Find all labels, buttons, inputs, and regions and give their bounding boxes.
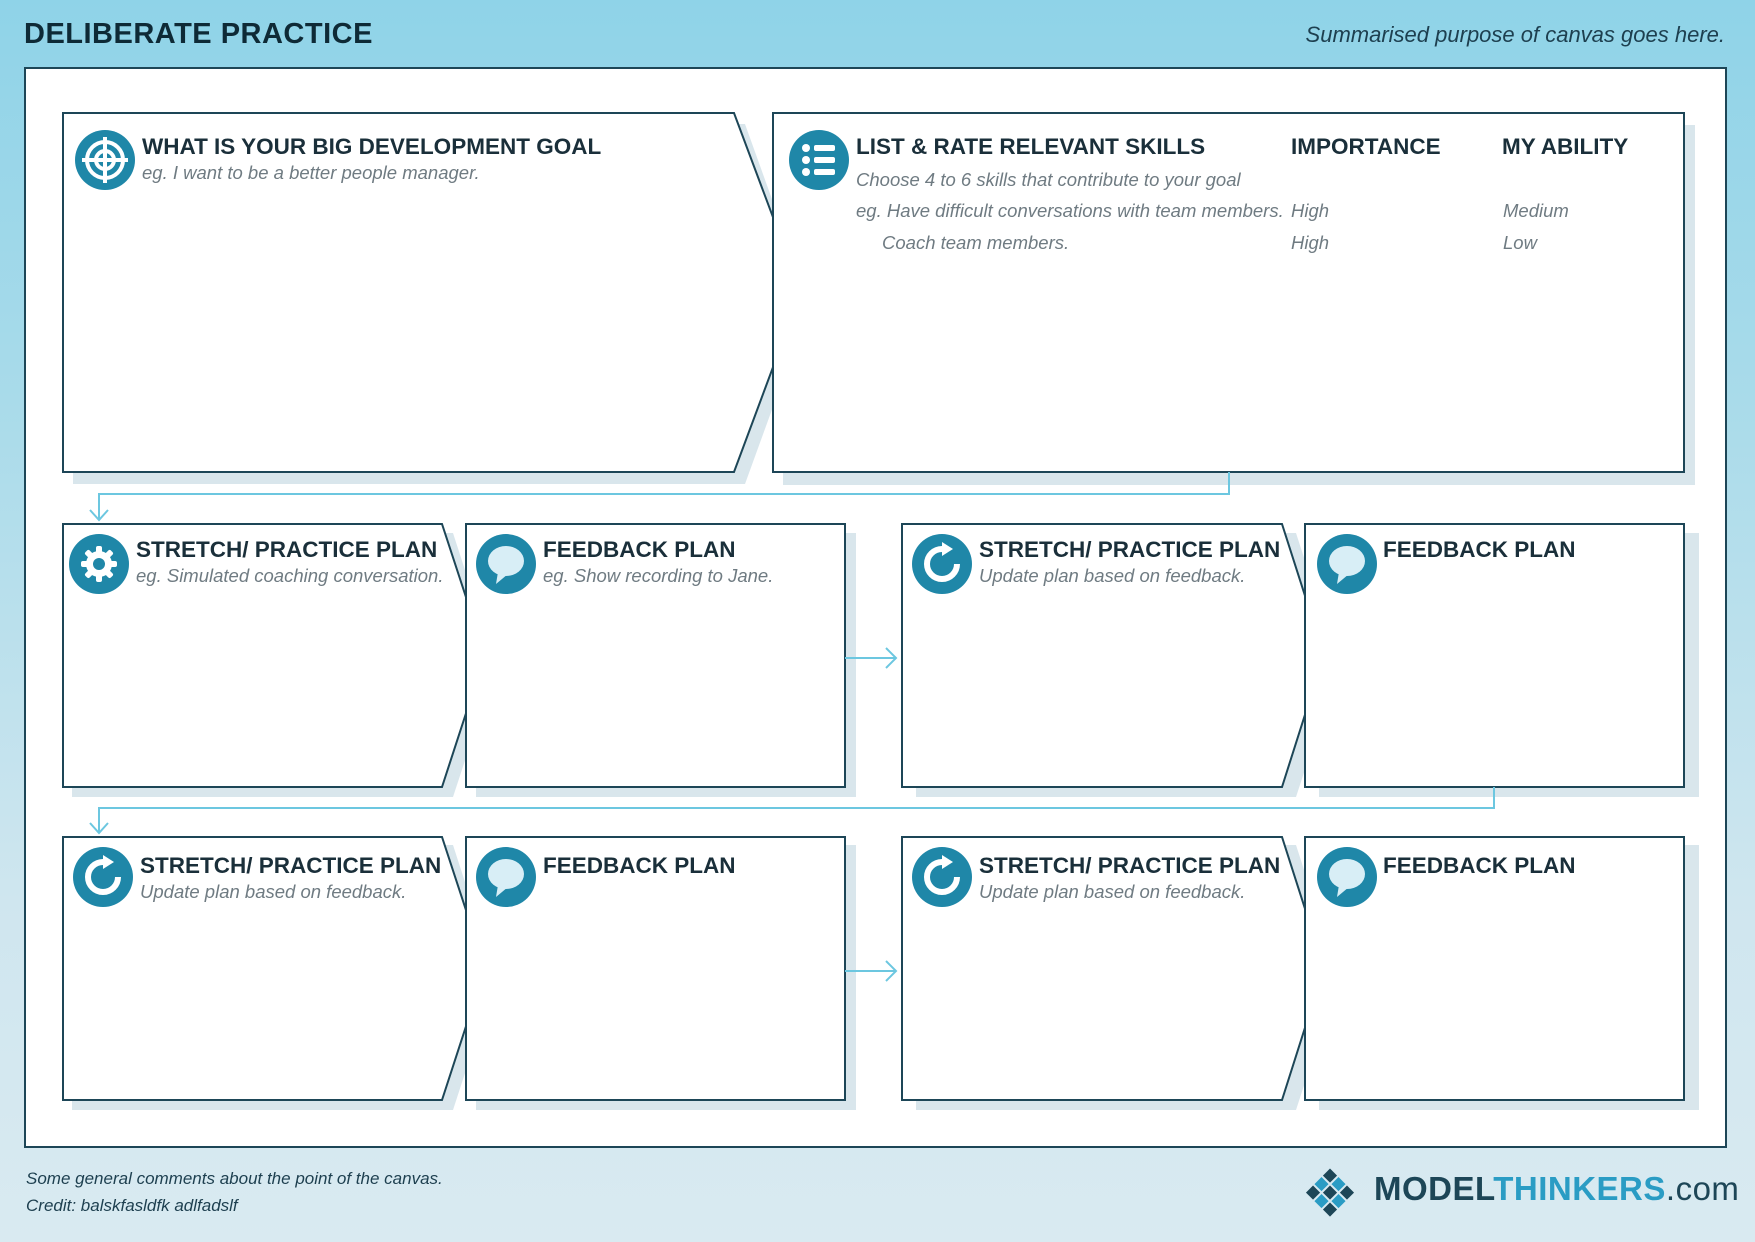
modelthinkers-logo-icon bbox=[1300, 1166, 1360, 1222]
goal-example: eg. I want to be a better people manager. bbox=[142, 162, 480, 183]
stretch-r2c2-example: Update plan based on feedback. bbox=[979, 881, 1246, 902]
target-icon bbox=[75, 130, 135, 190]
footer-comment: Some general comments about the point of the canvas. bbox=[26, 1169, 443, 1188]
canvas-purpose: Summarised purpose of canvas goes here. bbox=[1305, 22, 1725, 47]
stretch-r2c1-title: STRETCH/ PRACTICE PLAN bbox=[140, 853, 442, 878]
feedback-r1c1-title: FEEDBACK PLAN bbox=[543, 537, 736, 562]
stretch-r2c2-title: STRETCH/ PRACTICE PLAN bbox=[979, 853, 1281, 878]
speech-bubble-icon bbox=[1317, 847, 1377, 907]
feedback-r1c2-title: FEEDBACK PLAN bbox=[1383, 537, 1576, 562]
importance-header: IMPORTANCE bbox=[1291, 134, 1441, 159]
skills-instruction: Choose 4 to 6 skills that contribute to your goal bbox=[856, 169, 1241, 190]
speech-bubble-icon bbox=[476, 847, 536, 907]
skills-title: LIST & RATE RELEVANT SKILLS bbox=[856, 134, 1206, 159]
refresh-icon bbox=[912, 534, 972, 594]
refresh-icon bbox=[73, 847, 133, 907]
skill-row-2-ability: Low bbox=[1503, 232, 1537, 253]
stretch-r1c1-title: STRETCH/ PRACTICE PLAN bbox=[136, 537, 438, 562]
skill-row-1-ability: Medium bbox=[1503, 200, 1569, 221]
skills-block bbox=[773, 113, 1684, 472]
brand-part-thinkers: THINKERS bbox=[1493, 1170, 1666, 1207]
brand-part-model: MODEL bbox=[1374, 1170, 1494, 1207]
feedback-r2c1-title: FEEDBACK PLAN bbox=[543, 853, 736, 878]
brand-part-domain: .com bbox=[1665, 1170, 1740, 1207]
ability-header: MY ABILITY bbox=[1502, 134, 1629, 159]
stretch-r1c1-example: eg. Simulated coaching conversation. bbox=[136, 565, 444, 586]
footer-credit: Credit: balskfasldfk adlfadslf bbox=[26, 1196, 238, 1215]
goal-title: WHAT IS YOUR BIG DEVELOPMENT GOAL bbox=[142, 134, 602, 159]
stretch-r1c2-example: Update plan based on feedback. bbox=[979, 565, 1246, 586]
skill-row-2-importance: High bbox=[1291, 232, 1330, 253]
page-title: DELIBERATE PRACTICE bbox=[24, 18, 373, 50]
feedback-r2c2-title: FEEDBACK PLAN bbox=[1383, 853, 1576, 878]
feedback-r1c1-example: eg. Show recording to Jane. bbox=[543, 565, 774, 586]
brand-name bbox=[1374, 1170, 1739, 1208]
stretch-r2c1-example: Update plan based on feedback. bbox=[140, 881, 407, 902]
speech-bubble-icon bbox=[1317, 534, 1377, 594]
skill-row-1-name: eg. Have difficult conversations with team members. bbox=[856, 200, 1284, 221]
skill-row-1-importance: High bbox=[1291, 200, 1330, 221]
refresh-icon bbox=[912, 847, 972, 907]
stretch-r1c2-title: STRETCH/ PRACTICE PLAN bbox=[979, 537, 1281, 562]
list-icon bbox=[789, 130, 849, 190]
gear-icon bbox=[69, 534, 129, 594]
speech-bubble-icon bbox=[476, 534, 536, 594]
skill-row-2-name: Coach team members. bbox=[882, 232, 1070, 253]
